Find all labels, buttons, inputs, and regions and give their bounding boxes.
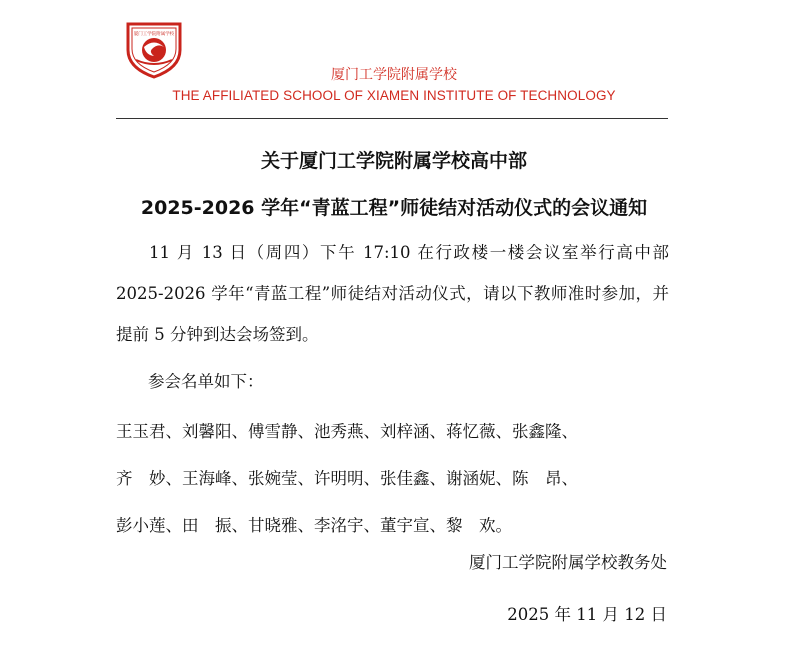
school-name-cn: 厦门工学院附属学校 [331,67,457,83]
notice-date: 2025 年 11 月 12 日 [507,605,667,624]
logo-text: 厦门工学院附属学校 [133,32,175,37]
notice-title-line1: 关于厦门工学院附属学校高中部 [260,150,527,172]
attendee-list-intro: 参会名单如下： [148,372,264,391]
notice-body: 11 月 13 日（周四）下午 17:10 在行政楼一楼会议室举行高中部 2025-2026 学年“青蓝工程”师徒结对活动仪式，请以下教师准时参加，并提前 5 分钟到达会场签到。 [116,243,669,344]
attendee-list [116,408,676,549]
signature: 厦门工学院附属学校教务处 [469,553,667,572]
school-name-en: THE AFFILIATED SCHOOL OF XIAMEN INSTITUTE OF TECHNOLOGY [172,88,616,103]
attendee-row: 王玉君、刘馨阳、傅雪静、池秀燕、刘梓涵、蒋忆薇、张鑫隆、 [116,422,578,441]
notice-title-line2: 2025-2026 学年“青蓝工程”师徒结对活动仪式的会议通知 [140,197,648,219]
attendee-row: 彭小莲、田 振、甘晓雅、李洺宇、董宇宣、黎 欢。 [116,516,512,535]
attendee-row: 齐 妙、王海峰、张婉莹、许明明、张佳鑫、谢涵妮、陈 昂、 [116,469,578,488]
header-divider [116,118,668,119]
